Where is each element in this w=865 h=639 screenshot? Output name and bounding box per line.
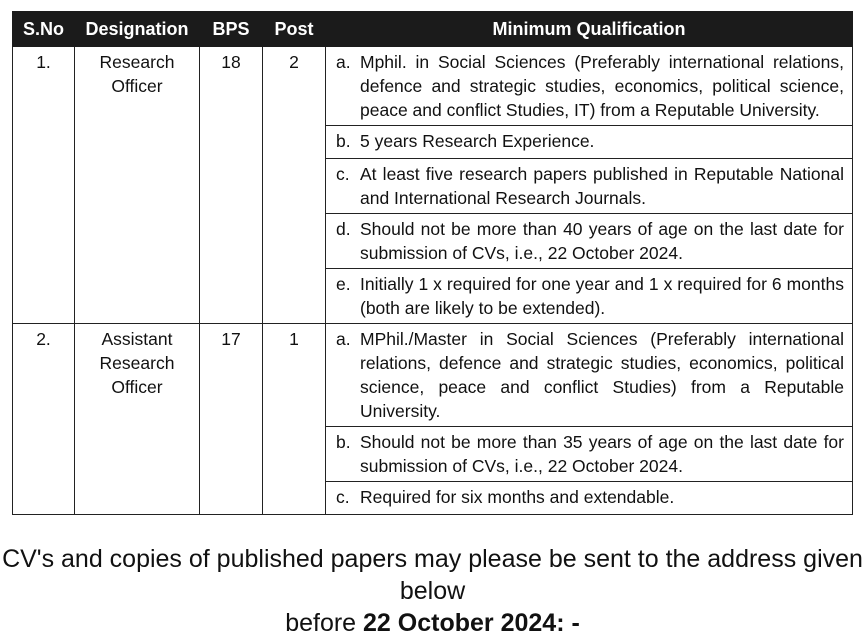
header-bps: BPS bbox=[200, 12, 263, 47]
sno-cell: 1. bbox=[13, 47, 75, 324]
post-cell: 2 bbox=[263, 47, 326, 324]
header-minimum-qualification: Minimum Qualification bbox=[326, 12, 853, 47]
qualification-letter: c. bbox=[336, 487, 350, 507]
bps-cell: 17 bbox=[200, 324, 263, 515]
qualification-item bbox=[326, 126, 853, 159]
table-row bbox=[13, 324, 853, 427]
qualification-letter: b. bbox=[336, 131, 351, 151]
qualification-letter: c. bbox=[336, 164, 350, 184]
qualification-item bbox=[326, 269, 853, 324]
table-row bbox=[13, 47, 853, 126]
header-sno: S.No bbox=[13, 12, 75, 47]
qualification-letter: b. bbox=[336, 432, 351, 452]
qualification-item bbox=[326, 214, 853, 269]
qualification-text: 5 years Research Experience. bbox=[360, 131, 595, 151]
qualification-text: Required for six months and extendable. bbox=[360, 487, 675, 507]
qualification-text: At least five research papers published in Reputable National and International Research Journals. bbox=[360, 164, 844, 208]
header-post: Post bbox=[263, 12, 326, 47]
qualification-item bbox=[326, 324, 853, 427]
qualification-text: Should not be more than 40 years of age on the last date for submission of CVs, i.e., 22 October 2024. bbox=[360, 219, 844, 263]
qualification-letter: a. bbox=[336, 52, 351, 72]
submission-note bbox=[0, 543, 865, 639]
sno-cell: 2. bbox=[13, 324, 75, 515]
qualification-item bbox=[326, 47, 853, 126]
submission-note-line2 bbox=[0, 607, 865, 639]
submission-note-before: before bbox=[285, 609, 357, 637]
qualification-item bbox=[326, 159, 853, 214]
qualification-item bbox=[326, 482, 853, 515]
qualification-letter: d. bbox=[336, 219, 351, 239]
designation-cell: Research Officer bbox=[75, 47, 200, 324]
qualification-letter: a. bbox=[336, 329, 351, 349]
post-cell: 1 bbox=[263, 324, 326, 515]
qualification-text: MPhil./Master in Social Sciences (Preferably international relations, defence and strategic studies, economics, political science, peace and conflict Studies) from a Reputable University. bbox=[360, 329, 844, 421]
qualification-letter: e. bbox=[336, 274, 351, 294]
table-header-row bbox=[13, 12, 853, 47]
bps-cell: 18 bbox=[200, 47, 263, 324]
qualification-item bbox=[326, 427, 853, 482]
qualifications-table bbox=[12, 11, 853, 515]
header-designation: Designation bbox=[75, 12, 200, 47]
qualification-text: Initially 1 x required for one year and 1 x required for 6 months (both are likely to be extended). bbox=[360, 274, 844, 318]
designation-cell: Assistant Research Officer bbox=[75, 324, 200, 515]
deadline-date: 22 October 2024: - bbox=[363, 609, 580, 637]
qualification-text: Should not be more than 35 years of age on the last date for submission of CVs, i.e., 22 October 2024. bbox=[360, 432, 844, 476]
submission-note-line1: CV's and copies of published papers may please be sent to the address given below bbox=[2, 545, 863, 605]
qualification-text: Mphil. in Social Sciences (Preferably international relations, defence and strategic studies, economics, political science, peace and conflict Studies, IT) from a Reputable University. bbox=[360, 52, 844, 120]
